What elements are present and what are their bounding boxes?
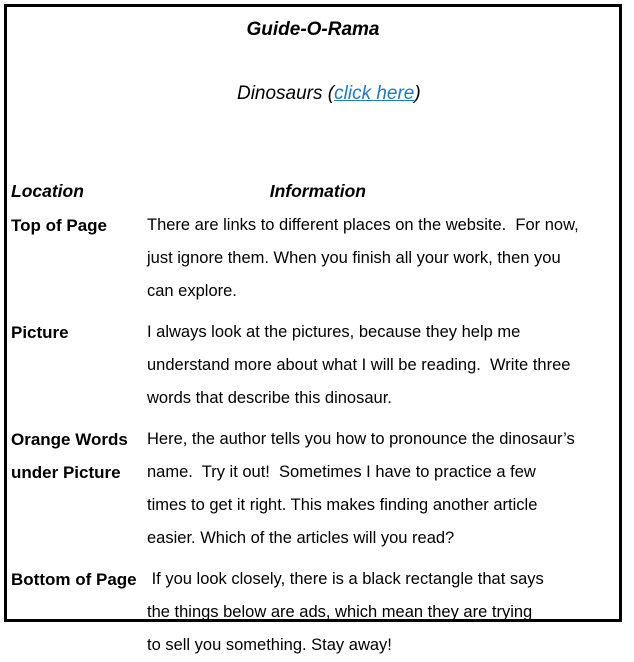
info-text-line: name. Try it out! Sometimes I have to practice a few — [147, 463, 536, 481]
information-cell — [147, 563, 615, 662]
info-text-line: Here, the author tells you how to pronounce the dinosaur’s — [147, 430, 575, 448]
information-cell — [147, 423, 615, 555]
doc-subtitle — [11, 55, 615, 133]
doc-title: Guide-O-Rama — [246, 19, 380, 40]
location-cell — [11, 316, 147, 349]
table-row — [11, 209, 615, 308]
location-label-line: Picture — [11, 323, 69, 342]
table-body — [11, 209, 615, 662]
table-row — [11, 316, 615, 415]
table-row — [11, 563, 615, 662]
location-cell — [11, 423, 147, 489]
information-cell — [147, 209, 615, 308]
location-cell — [11, 209, 147, 242]
location-header: Location — [11, 181, 84, 201]
table-row — [11, 423, 615, 555]
location-label-line: Top of Page — [11, 216, 108, 235]
document-frame — [4, 4, 622, 654]
info-text-line: easier. Which of the articles will you read? — [147, 529, 455, 547]
information-cell — [147, 316, 615, 415]
info-text-line: can explore. — [147, 282, 237, 300]
info-text-line: times to get it right. This makes finding another article — [147, 496, 538, 514]
info-text-line: the things below are ads, which mean they are trying — [147, 603, 533, 621]
location-label-line: Bottom of Page — [11, 570, 137, 589]
information-header: Information — [269, 181, 366, 201]
info-text-line: If you look closely, there is a black rectangle that says — [147, 570, 544, 588]
info-text-line: There are links to different places on the website. For now, — [147, 216, 579, 234]
location-label-line: under Picture — [11, 463, 121, 482]
click-here-link[interactable]: click here — [334, 83, 415, 104]
table-header-row — [11, 179, 615, 203]
info-text-line: I always look at the pictures, because they help me — [147, 323, 521, 341]
subtitle-suffix: ) — [414, 83, 421, 104]
location-label-line: Orange Words — [11, 430, 128, 449]
location-cell — [11, 563, 147, 596]
info-text-line: just ignore them. When you finish all your work, then you — [147, 249, 561, 267]
info-text-line: words that describe this dinosaur. — [147, 389, 392, 407]
info-text-line: to sell you something. Stay away! — [147, 636, 392, 654]
subtitle-prefix: Dinosaurs ( — [236, 83, 335, 104]
info-text-line: understand more about what I will be reading. Write three — [147, 356, 571, 374]
